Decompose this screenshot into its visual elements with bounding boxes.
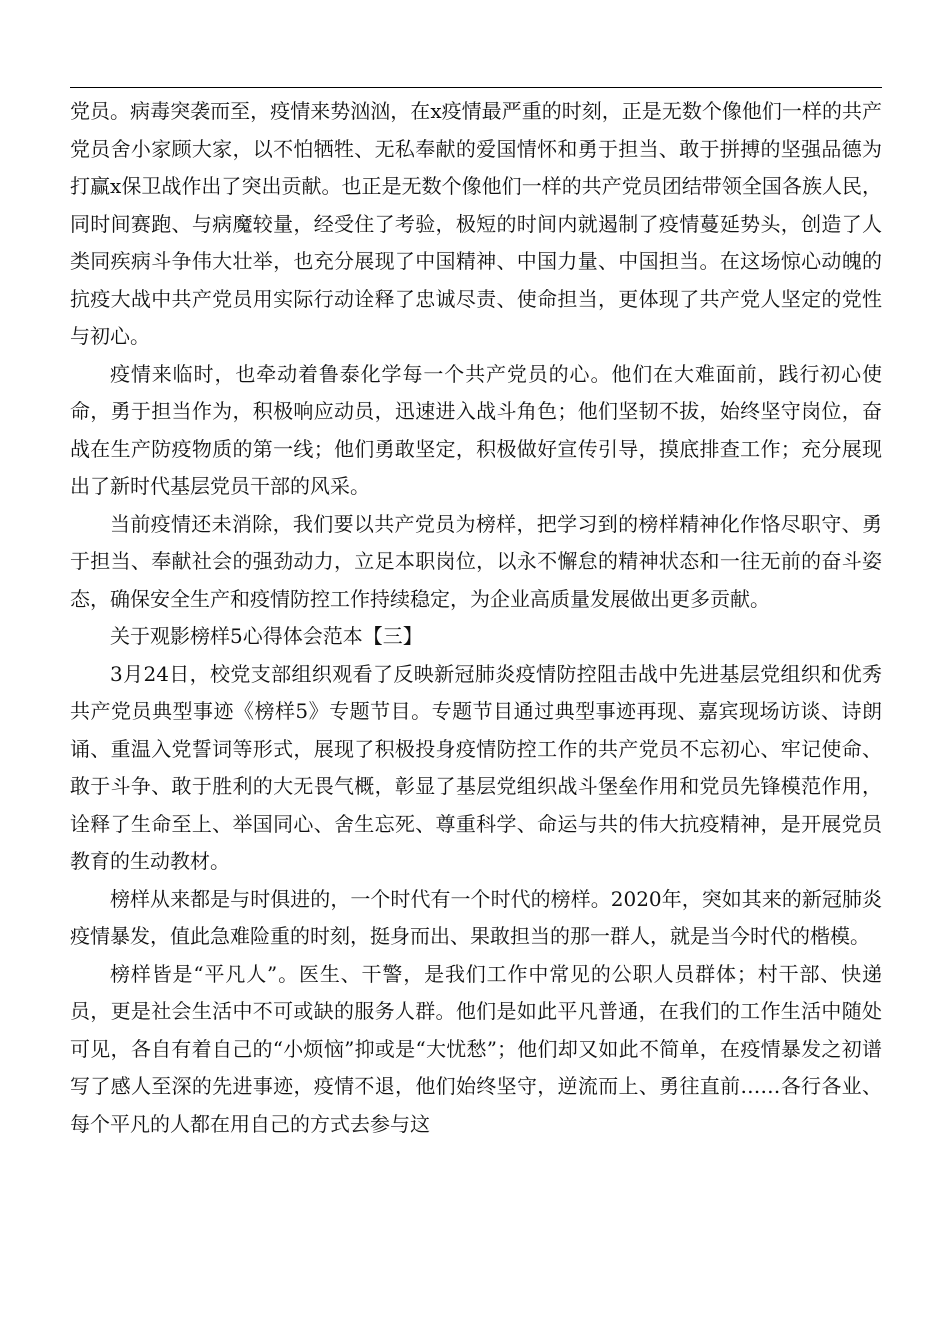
- paragraph: 当前疫情还未消除，我们要以共产党员为榜样，把学习到的榜样精神化作恪尽职守、勇于担当、奉献社会的强劲动力，立足本职岗位，以永不懈怠的精神状态和一往无前的奋斗姿态，确保安全生产和疫情防控工作持续稳定，为企业高质量发展做出更多贡献。: [70, 511, 882, 611]
- paragraph: 3月24日，校党支部组织观看了反映新冠肺炎疫情防控阻击战中先进基层党组织和优秀共产党员典型事迹《榜样5》专题节目。专题节目通过典型事迹再现、嘉宾现场访谈、诗朗诵、重温入党誓词等形式，展现了积极投身疫情防控工作的共产党员不忘初心、牢记使命、敢于斗争、敢于胜利的大无畏气概，彰显了基层党组织战斗堡垒作用和党员先锋模范作用，诠释了生命至上、举国同心、舍生忘死、尊重科学、命运与共的伟大抗疫精神，是开展党员教育的生动教材。: [70, 661, 882, 873]
- header-rule: [70, 87, 882, 88]
- paragraph: 榜样皆是“平凡人”。医生、干警，是我们工作中常见的公职人员群体；村干部、快递员，更是社会生活中不可或缺的服务人群。他们是如此平凡普通，在我们的工作生活中随处可见，各自有着自己的“小烦恼”抑或是“大忧愁”；他们却又如此不简单，在疫情暴发之初谱写了感人至深的先进事迹，疫情不退，他们始终坚守，逆流而上、勇往直前……各行各业、每个平凡的人都在用自己的方式去参与这: [70, 961, 882, 1136]
- document-page: [70, 0, 882, 1344]
- document-body: [70, 93, 882, 1143]
- paragraph: 党员。病毒突袭而至，疫情来势汹汹，在x疫情最严重的时刻，正是无数个像他们一样的共产党员舍小家顾大家，以不怕牺牲、无私奉献的爱国情怀和勇于担当、敢于拼搏的坚强品德为打赢x保卫战作出了突出贡献。也正是无数个像他们一样的共产党员团结带领全国各族人民，同时间赛跑、与病魔较量，经受住了考验，极短的时间内就遏制了疫情蔓延势头，创造了人类同疾病斗争伟大壮举，也充分展现了中国精神、中国力量、中国担当。在这场惊心动魄的抗疫大战中共产党员用实际行动诠释了忠诚尽责、使命担当，更体现了共产党人坚定的党性与初心。: [70, 99, 882, 348]
- section-heading: 关于观影榜样5心得体会范本【三】: [110, 624, 423, 648]
- paragraph: 疫情来临时，也牵动着鲁泰化学每一个共产党员的心。他们在大难面前，践行初心使命，勇于担当作为，积极响应动员，迅速进入战斗角色；他们坚韧不拔，始终坚守岗位，奋战在生产防疫物质的第一线；他们勇敢坚定，积极做好宣传引导，摸底排查工作；充分展现出了新时代基层党员干部的风采。: [70, 361, 882, 498]
- paragraph: 榜样从来都是与时俱进的，一个时代有一个时代的榜样。2020年，突如其来的新冠肺炎疫情暴发，值此急难险重的时刻，挺身而出、果敢担当的那一群人，就是当今时代的楷模。: [70, 886, 882, 948]
